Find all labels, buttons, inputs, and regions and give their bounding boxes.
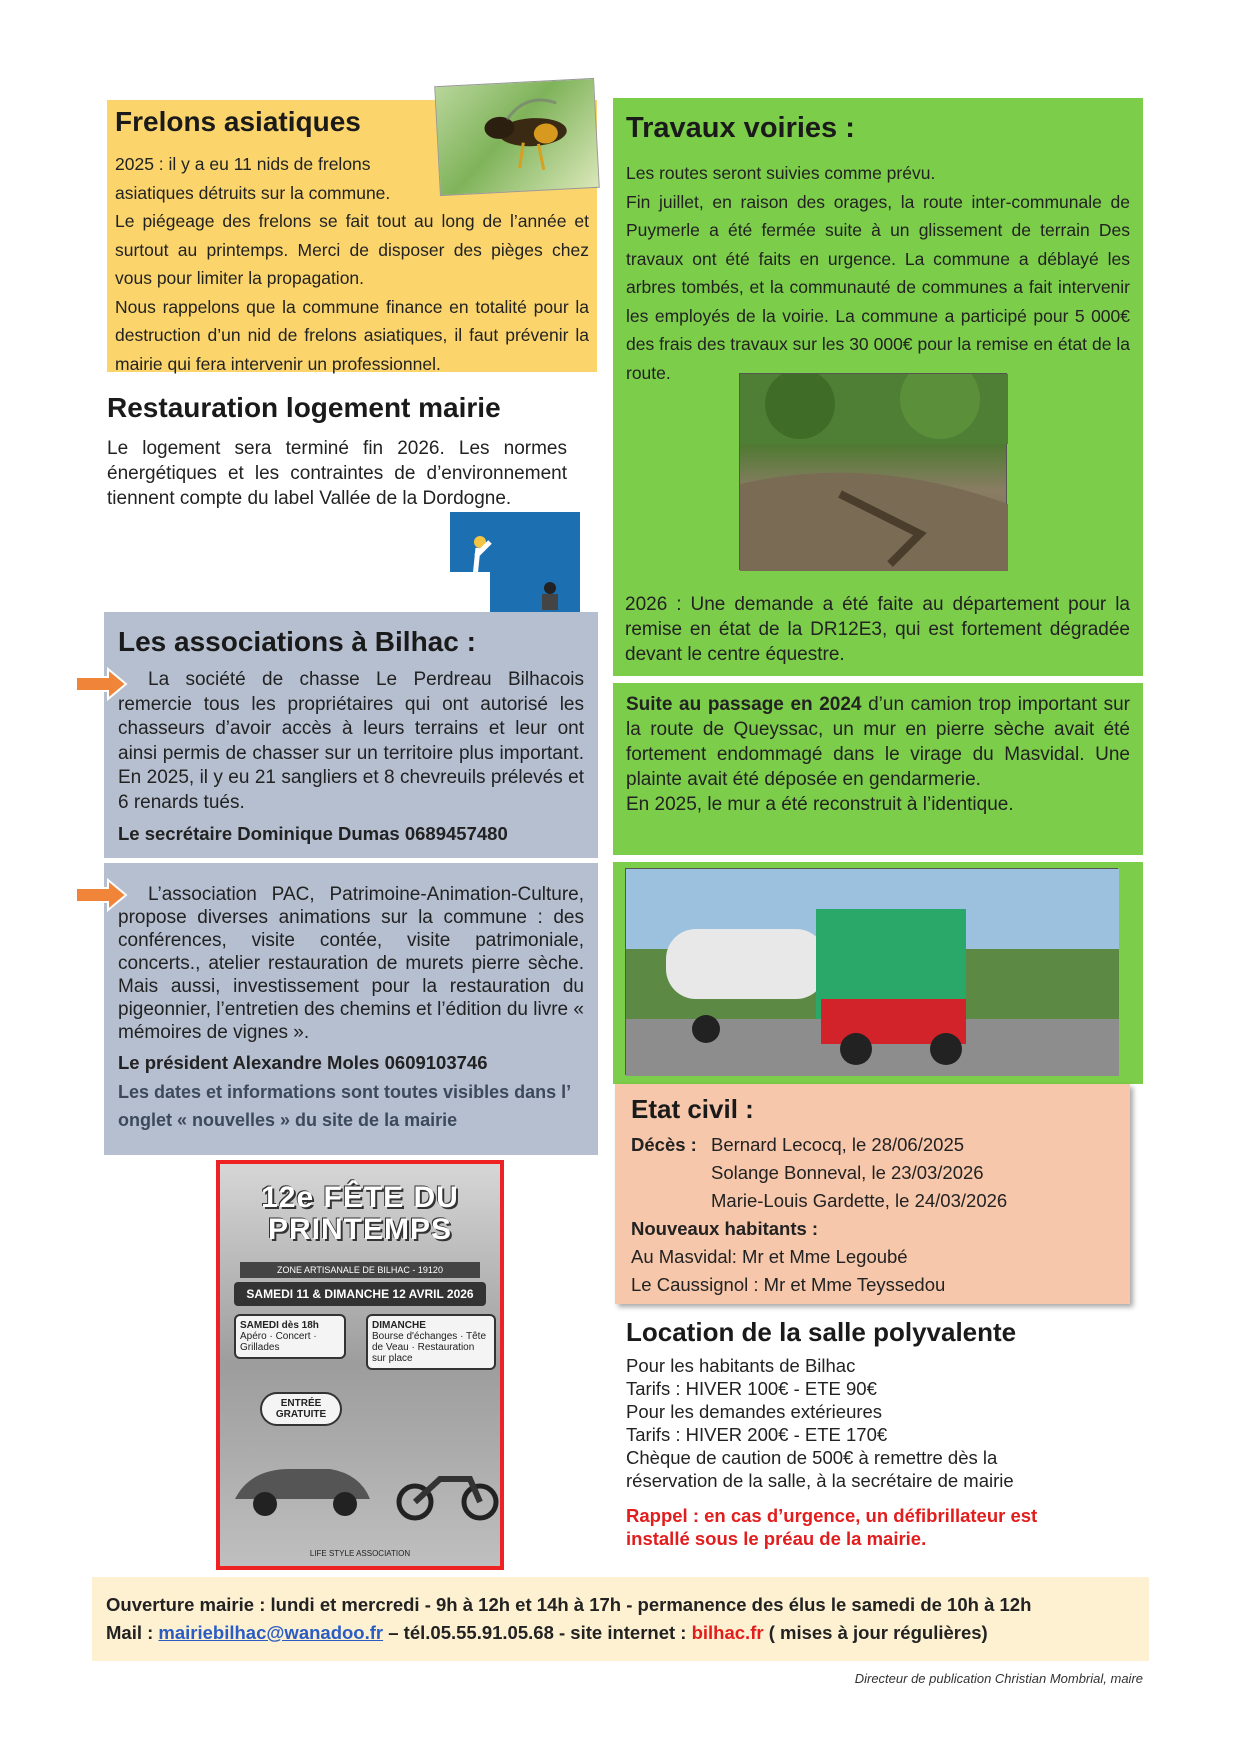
location-line: Pour les habitants de Bilhac [626, 1355, 856, 1376]
fete-printemps-poster [216, 1160, 504, 1570]
frelons-p3: Nous rappelons que la commune finance en totalité pour la destruction d’un nid de frelons asiatiques, il faut prévenir la mairie qui fera intervenir un professionnel. [115, 296, 589, 374]
restauration-title: Restauration logement mairie [107, 392, 501, 423]
publication-director: Directeur de publication Christian Mombrial, maire [854, 1671, 1143, 1686]
updates-note: ( mises à jour régulières) [763, 1622, 988, 1643]
poster-subtitle: ZONE ARTISANALE DE BILHAC - 19120 [240, 1262, 480, 1278]
opening-hours: Ouverture mairie : lundi et mercredi - 9h à 12h et 14h à 17h - permanence des élus le samedi de 10h à 12h [106, 1594, 1032, 1615]
deces-label: Décès : [631, 1134, 697, 1155]
location-line: Chèque de caution de 500€ à remettre dès la réservation de la salle, à la secrétaire de mairie [626, 1447, 1014, 1491]
restauration-section [107, 392, 577, 511]
associations-title: Les associations à Bilhac : [118, 626, 476, 657]
deces-item: Bernard Lecocq, le 28/06/2025 [711, 1134, 965, 1155]
restauration-text: Le logement sera terminé fin 2026. Les normes énergétiques et les contraintes de d’environnement tiennent compte du label Vallée de la Dordogne. [107, 438, 567, 509]
poster-dimanche-items: Bourse d'échanges · Tête de Veau · Restauration sur place [372, 1331, 487, 1364]
deces-row [631, 1131, 1114, 1159]
truck-photo [625, 868, 1118, 1075]
deces-item: Marie-Louis Gardette, le 24/03/2026 [711, 1190, 1008, 1211]
chasse-signature: Le secrétaire Dominique Dumas 0689457480 [118, 823, 508, 844]
pac-text: L’association PAC, Patrimoine-Animation-Culture, propose diverses animations sur la commune : des conférences, visite contée, visite patrimoniale, concerts., atelier restauration de murets pierre sèche. Mais aussi, investissement pour la restauration du pigeonnier, l’entretien des chemins et l’édition du livre « mémoires de vignes ». [118, 884, 584, 1043]
deces-item: Solange Bonneval, le 23/03/2026 [711, 1162, 984, 1183]
voiries-mur-bold: Suite au passage en 2024 [626, 694, 862, 715]
phone-text: – tél.05.55.91.05.68 - site internet : [383, 1622, 692, 1643]
pac-info: Les dates et informations sont toutes visibles dans l’ onglet « nouvelles » du site de la mairie [118, 1082, 571, 1130]
location-line: Tarifs : HIVER 100€ - ETE 90€ [626, 1378, 877, 1399]
poster-vehicles [230, 1444, 500, 1524]
poster-samedi [234, 1314, 346, 1359]
voiries-mur-rest: d’un camion trop important sur la route de Queyssac, un mur en pierre sèche avait été fortement endommagé dans le virage du Masvidal. Une plainte avait été déposée en gendarmerie. [626, 694, 1130, 790]
arrow-right-icon [74, 667, 128, 701]
poster-title-line2: PRINTEMPS [267, 1213, 453, 1246]
footer [92, 1577, 1149, 1661]
painter-illustration [450, 512, 580, 612]
voiries-mur-text [626, 692, 1130, 792]
pac-section [104, 863, 598, 1155]
frelons-title: Frelons asiatiques [115, 106, 361, 137]
landslide-road-photo [739, 373, 1007, 570]
location-title: Location de la salle polyvalente [626, 1317, 1017, 1347]
email-link[interactable]: mairiebilhac@wanadoo.fr [158, 1622, 384, 1643]
location-line: Pour les demandes extérieures [626, 1401, 883, 1422]
voiries-title: Travaux voiries : [626, 112, 855, 144]
etat-civil-title: Etat civil : [631, 1094, 754, 1124]
habitant-item: Le Caussignol : Mr et Mme Teyssedou [631, 1274, 946, 1295]
frelons-p2: Le piégeage des frelons se fait tout au long de l’année et surtout au printemps. Merci de disposer des pièges chez vous pour limiter la propagation. [115, 211, 589, 288]
poster-date: SAMEDI 11 & DIMANCHE 12 AVRIL 2026 [234, 1282, 486, 1306]
website-link[interactable]: bilhac.fr [691, 1622, 764, 1643]
poster-entree: ENTRÉE GRATUITE [260, 1392, 342, 1426]
etat-civil-section [615, 1084, 1130, 1304]
mail-label: Mail : [106, 1622, 159, 1643]
pac-signature: Le président Alexandre Moles 0609103746 [118, 1052, 488, 1073]
voiries-p2: Fin juillet, en raison des orages, la route inter-communale de Puymerle a été fermée suite à un glissement de terrain Des travaux ont été faits en urgence. La commune a déblayé les arbres tombés, et la communauté de communes a fait intervenir les employés de la voirie. La commune a participé pour 5 000€ des frais des travaux sur les 30 000€ pour la remise en état de la route. [626, 191, 1130, 383]
arrow-right-icon [74, 878, 128, 912]
poster-samedi-items: Apéro · Concert · Grillades [240, 1331, 317, 1353]
voiries-2025-text: En 2025, le mur a été reconstruit à l’identique. [626, 794, 1014, 815]
location-text [626, 1354, 1136, 1492]
rappel-text: Rappel : en cas d’urgence, un défibrillateur est installé sous le préau de la mairie. [626, 1505, 1038, 1549]
chasse-text: La société de chasse Le Perdreau Bilhacois remercie tous les propriétaires qui ont autorisé les chasseurs d’avoir accès à leurs terrains et leur ont ainsi permis de chasser sur un territoire plus important. En 2025, il y eu 21 sangliers et 8 chevreuils prélevés et 6 renards tués. [118, 669, 584, 813]
poster-dimanche [366, 1314, 496, 1370]
contact-line [106, 1619, 1135, 1647]
voiries-2026-text: 2026 : Une demande a été faite au département pour la remise en état de la DR12E3, qui est fortement dégradée devant le centre équestre. [625, 594, 1130, 665]
voiries-p1: Les routes seront suivies comme prévu. [626, 163, 936, 183]
poster-samedi-title: SAMEDI dès 18h [240, 1320, 319, 1331]
poster-footer: LIFE STYLE ASSOCIATION [309, 1549, 411, 1558]
location-section [626, 1317, 1136, 1550]
hornet-photo [434, 78, 600, 196]
poster-title-line1: 12e FÊTE DU [261, 1181, 459, 1214]
habitant-item: Au Masvidal: Mr et Mme Legoubé [631, 1246, 908, 1267]
habitants-label: Nouveaux habitants : [631, 1218, 819, 1239]
location-line: Tarifs : HIVER 200€ - ETE 170€ [626, 1424, 888, 1445]
frelons-p1: 2025 : il y a eu 11 nids de frelons asiatiques détruits sur la commune. [115, 154, 391, 203]
associations-section [104, 612, 598, 858]
voiries-mur-section [613, 683, 1143, 855]
poster-dimanche-title: DIMANCHE [372, 1320, 426, 1331]
poster-title [230, 1182, 490, 1246]
